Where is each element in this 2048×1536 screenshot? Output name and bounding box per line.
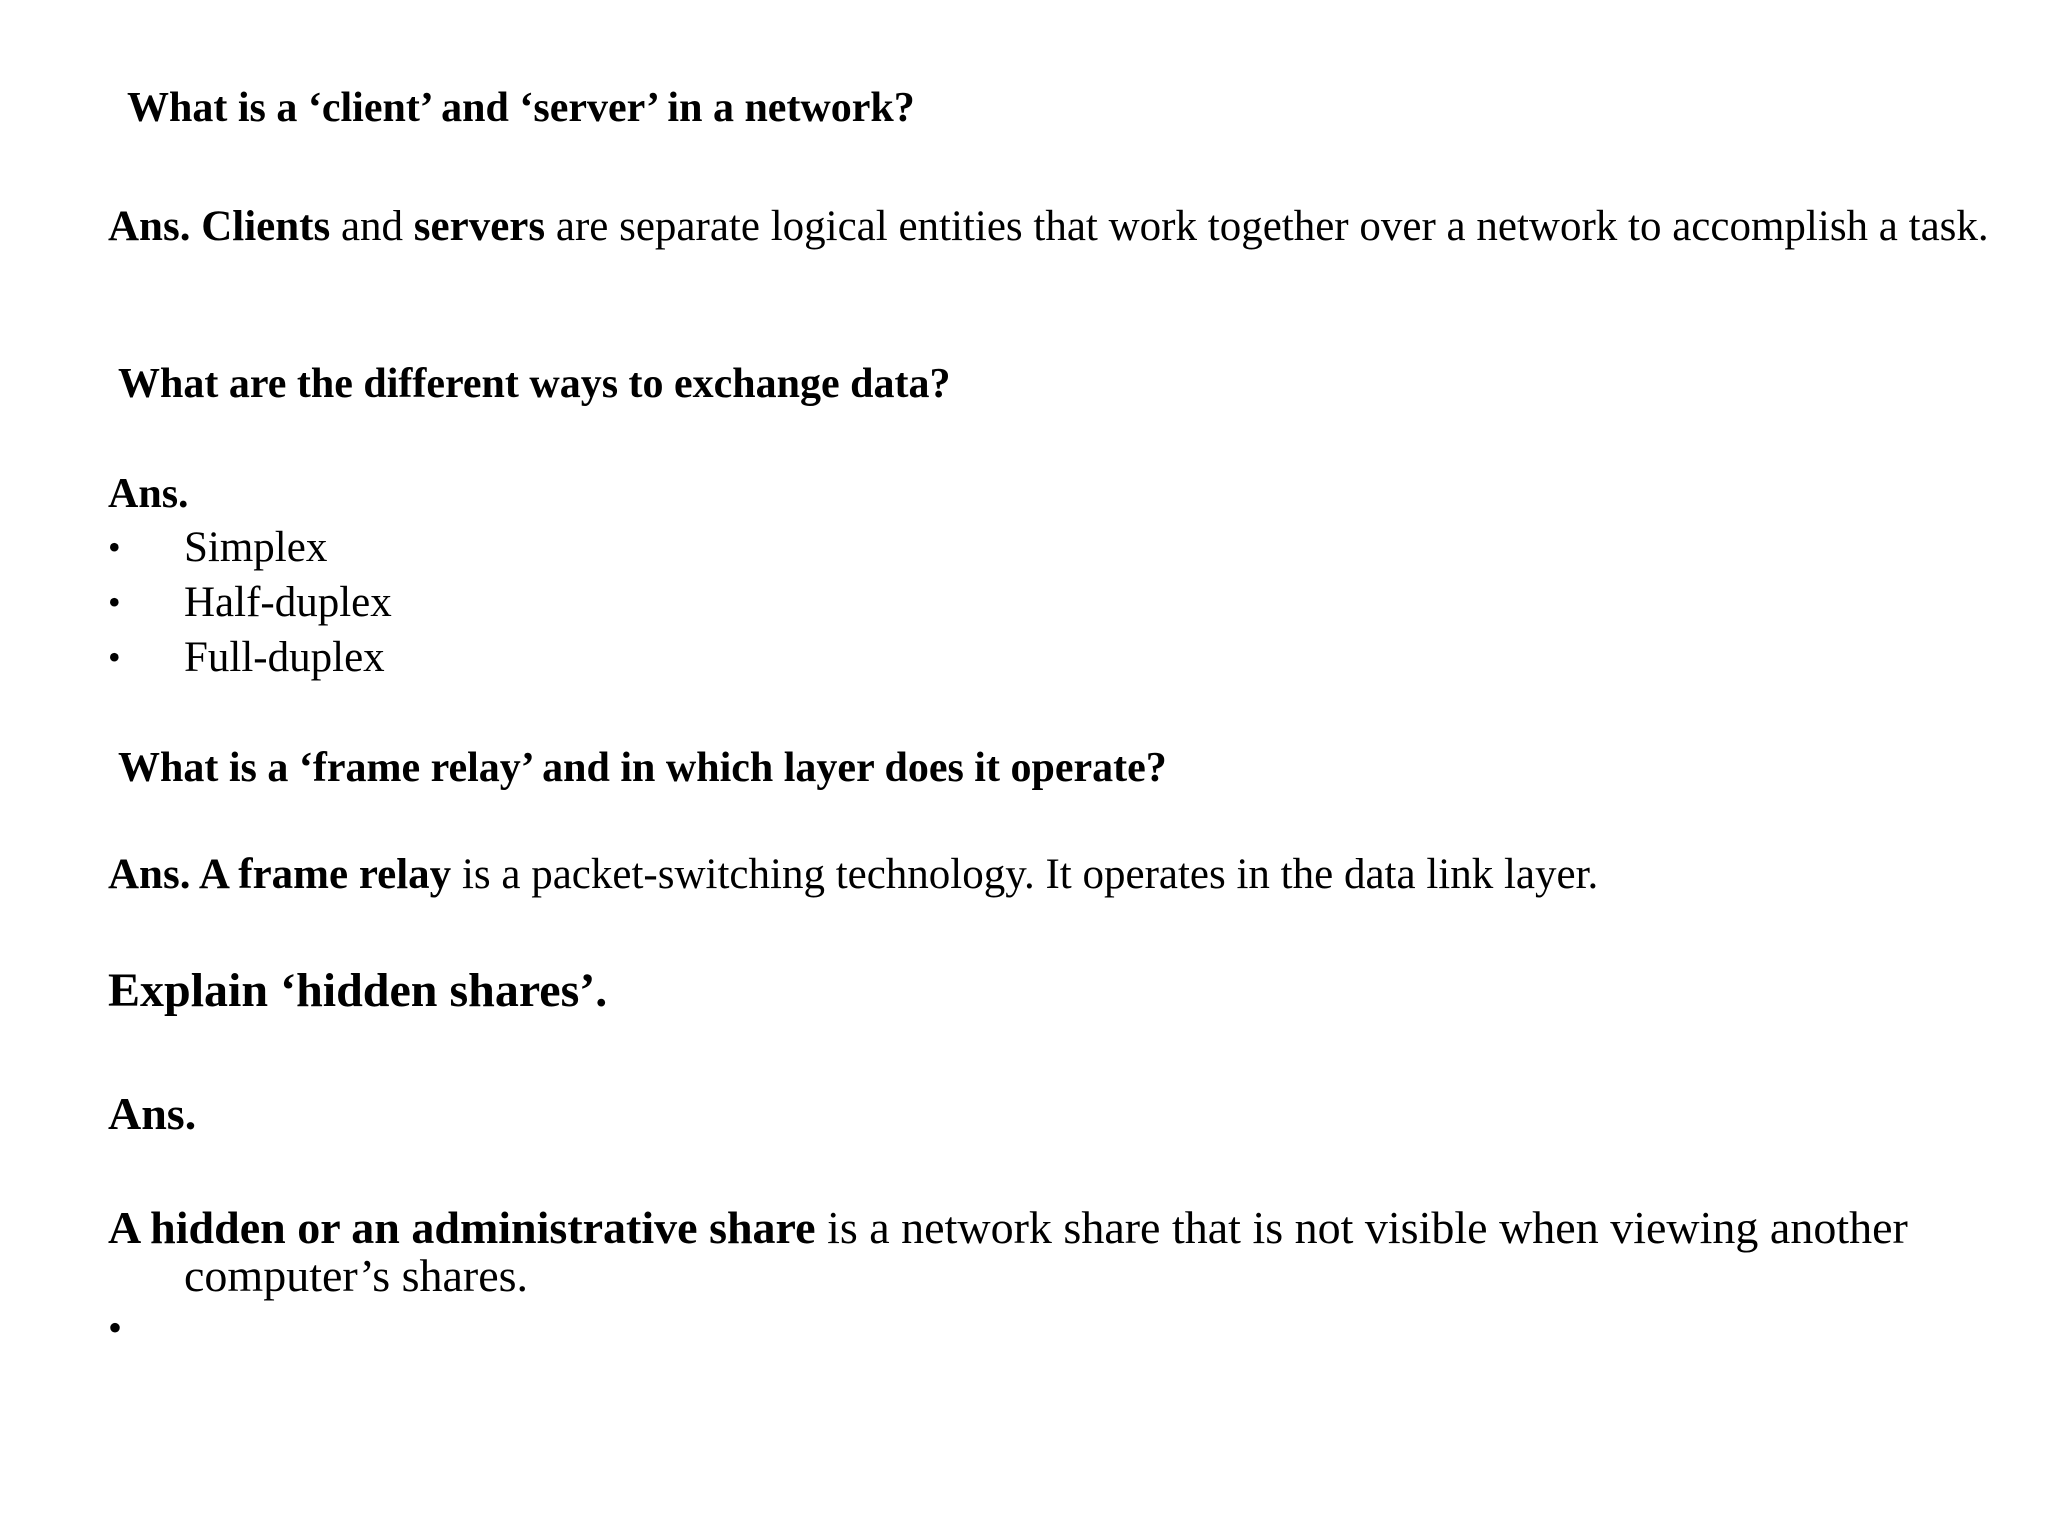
answer-frame-relay [108,852,2048,898]
bullet-icon: • [108,637,121,677]
question-exchange-data: What are the different ways to exchange data? [118,361,951,407]
term-clients: Clients [201,203,331,250]
answer-prefix: Ans. [108,203,202,250]
answer-label: Ans. [108,1088,197,1139]
term-servers: servers [413,203,546,250]
answer-text: is a network share that is not visible when viewing another computer’s shares. [184,1202,1908,1301]
empty-bullet-icon: • [108,1305,123,1350]
question-hidden-shares: Explain ‘hidden shares’. [108,964,608,1017]
bullet-icon: • [108,527,121,567]
answer-connector: and [330,203,414,250]
answer-text: are separate logical entities that work together over a network to accomplish a task. [545,203,1989,250]
list-item-label: Half-duplex [184,579,392,626]
term-hidden-share: A hidden or an administrative share [108,1202,816,1253]
list-item-label: Full-duplex [184,634,385,681]
answer-prefix: Ans. [108,851,199,898]
term-frame-relay: A frame relay [198,851,452,898]
answer-hidden-shares [108,1204,1974,1300]
answer-client-server [108,204,2048,250]
question-client-server: What is a ‘client’ and ‘server’ in a network? [127,85,915,131]
answer-text: is a packet-switching technology. It operates in the data link layer. [451,851,1599,898]
bullet-icon: • [108,582,121,622]
answer-label: Ans. [108,471,189,517]
question-frame-relay: What is a ‘frame relay’ and in which layer does it operate? [118,745,1167,791]
list-item-label: Simplex [184,524,328,571]
